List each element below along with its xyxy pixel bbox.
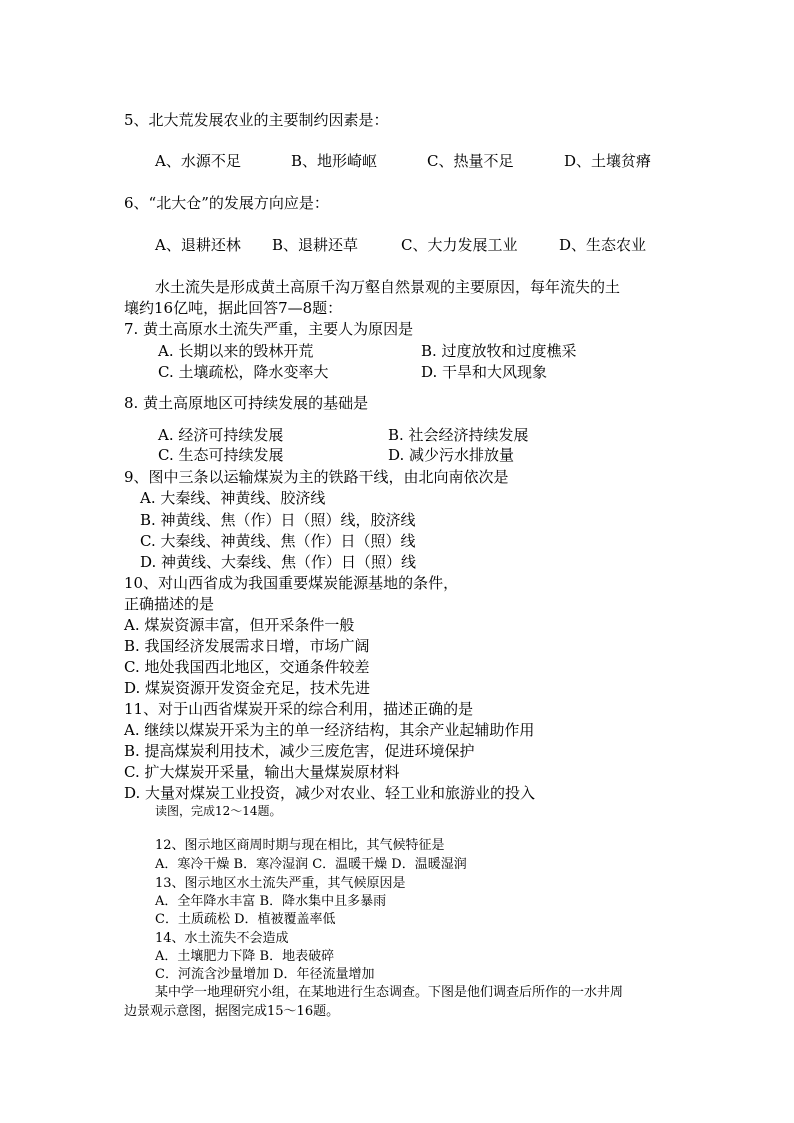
q10-option-c: C. 地处我国西北地区，交通条件较差	[124, 658, 370, 676]
q11-option-b: B. 提高煤炭利用技术，减少三废危害，促进环境保护	[124, 742, 475, 760]
q13-options-row2: C．土质疏松 D．植被覆盖率低	[155, 912, 336, 927]
intro-7-8-line2: 壤约16亿吨，据此回答7—8题：	[124, 299, 343, 317]
q10-stem-line2: 正确描述的是	[124, 595, 215, 613]
q5-stem: 5、北大荒发展农业的主要制约因素是：	[124, 111, 389, 129]
q12-options: A．寒冷干燥 B．寒冷湿润 C．温暖干燥 D．温暖湿润	[155, 857, 467, 872]
q8-option-a: A. 经济可持续发展	[158, 426, 284, 444]
intro-15-16-line2: 边景观示意图，据图完成15～16题。	[124, 1004, 340, 1019]
q8-option-d: D. 减少污水排放量	[388, 446, 515, 464]
q7-option-c: C. 土壤疏松，降水变率大	[158, 363, 329, 381]
q9-option-d: D. 神黄线、大秦线、焦（作）日（照）线	[140, 553, 417, 571]
q5-option-b: B、地形崎岖	[291, 152, 378, 170]
q8-option-b: B. 社会经济持续发展	[388, 426, 529, 444]
q7-stem: 7. 黄土高原水土流失严重，主要人为原因是	[124, 320, 414, 338]
q6-option-d: D、生态农业	[559, 236, 647, 254]
q11-option-d: D. 大量对煤炭工业投资，减少对农业、轻工业和旅游业的投入	[124, 784, 536, 802]
q8-option-c: C. 生态可持续发展	[158, 446, 284, 464]
q7-option-b: B. 过度放牧和过度樵采	[421, 342, 577, 360]
q9-option-c: C. 大秦线、神黄线、焦（作）日（照）线	[140, 532, 416, 550]
q11-option-c: C. 扩大煤炭开采量，输出大量煤炭原材料	[124, 763, 400, 781]
q5-option-c: C、热量不足	[427, 152, 514, 170]
q11-option-a: A. 继续以煤炭开采为主的单一经济结构，其余产业起辅助作用	[124, 721, 535, 739]
q6-option-b: B、退耕还草	[272, 236, 359, 254]
q9-stem: 9、图中三条以运输煤炭为主的铁路干线，由北向南依次是	[124, 468, 509, 486]
q9-option-a: A. 大秦线、神黄线、胶济线	[140, 489, 326, 507]
intro-7-8-line1: 水土流失是形成黄土高原千沟万壑自然景观的主要原因，每年流失的土	[155, 278, 621, 296]
intro-15-16-line1: 某中学一地理研究小组，在某地进行生态调查。下图是他们调查后所作的一水井周	[155, 985, 624, 1000]
q7-option-a: A. 长期以来的毁林开荒	[158, 342, 314, 360]
q6-option-a: A、退耕还林	[155, 236, 241, 254]
q14-options-row2: C．河流含沙量增加 D．年径流量增加	[155, 967, 375, 982]
q14-options-row1: A．土壤肥力下降 B．地表破碎	[155, 949, 335, 964]
q10-option-a: A. 煤炭资源丰富，但开采条件一般	[124, 616, 355, 634]
q9-option-b: B. 神黄线、焦（作）日（照）线，胶济线	[140, 511, 416, 529]
intro-12-14: 读图，完成12～14题。	[155, 804, 282, 818]
q10-option-b: B. 我国经济发展需求日增，市场广阔	[124, 637, 370, 655]
q10-option-d: D. 煤炭资源开发资金充足，技术先进	[124, 679, 371, 697]
q13-stem: 13、图示地区水土流失严重，其气候原因是	[155, 876, 406, 891]
q6-option-c: C、大力发展工业	[401, 236, 518, 254]
q12-stem: 12、图示地区商周时期与现在相比，其气候特征是	[155, 838, 445, 853]
q5-option-d: D、土壤贫瘠	[564, 152, 652, 170]
q5-option-a: A、水源不足	[155, 152, 241, 170]
q13-options-row1: A．全年降水丰富 B．降水集中且多暴雨	[155, 894, 387, 909]
q8-stem: 8. 黄土高原地区可持续发展的基础是	[124, 394, 369, 412]
q11-stem: 11、对于山西省煤炭开采的综合利用，描述正确的是	[124, 700, 474, 718]
q14-stem: 14、水土流失不会造成	[155, 931, 289, 946]
q6-stem: 6、“北大仓”的发展方向应是：	[124, 194, 329, 212]
q7-option-d: D. 干旱和大风现象	[421, 363, 548, 381]
q10-stem-line1: 10、对山西省成为我国重要煤炭能源基地的条件，	[124, 574, 459, 592]
